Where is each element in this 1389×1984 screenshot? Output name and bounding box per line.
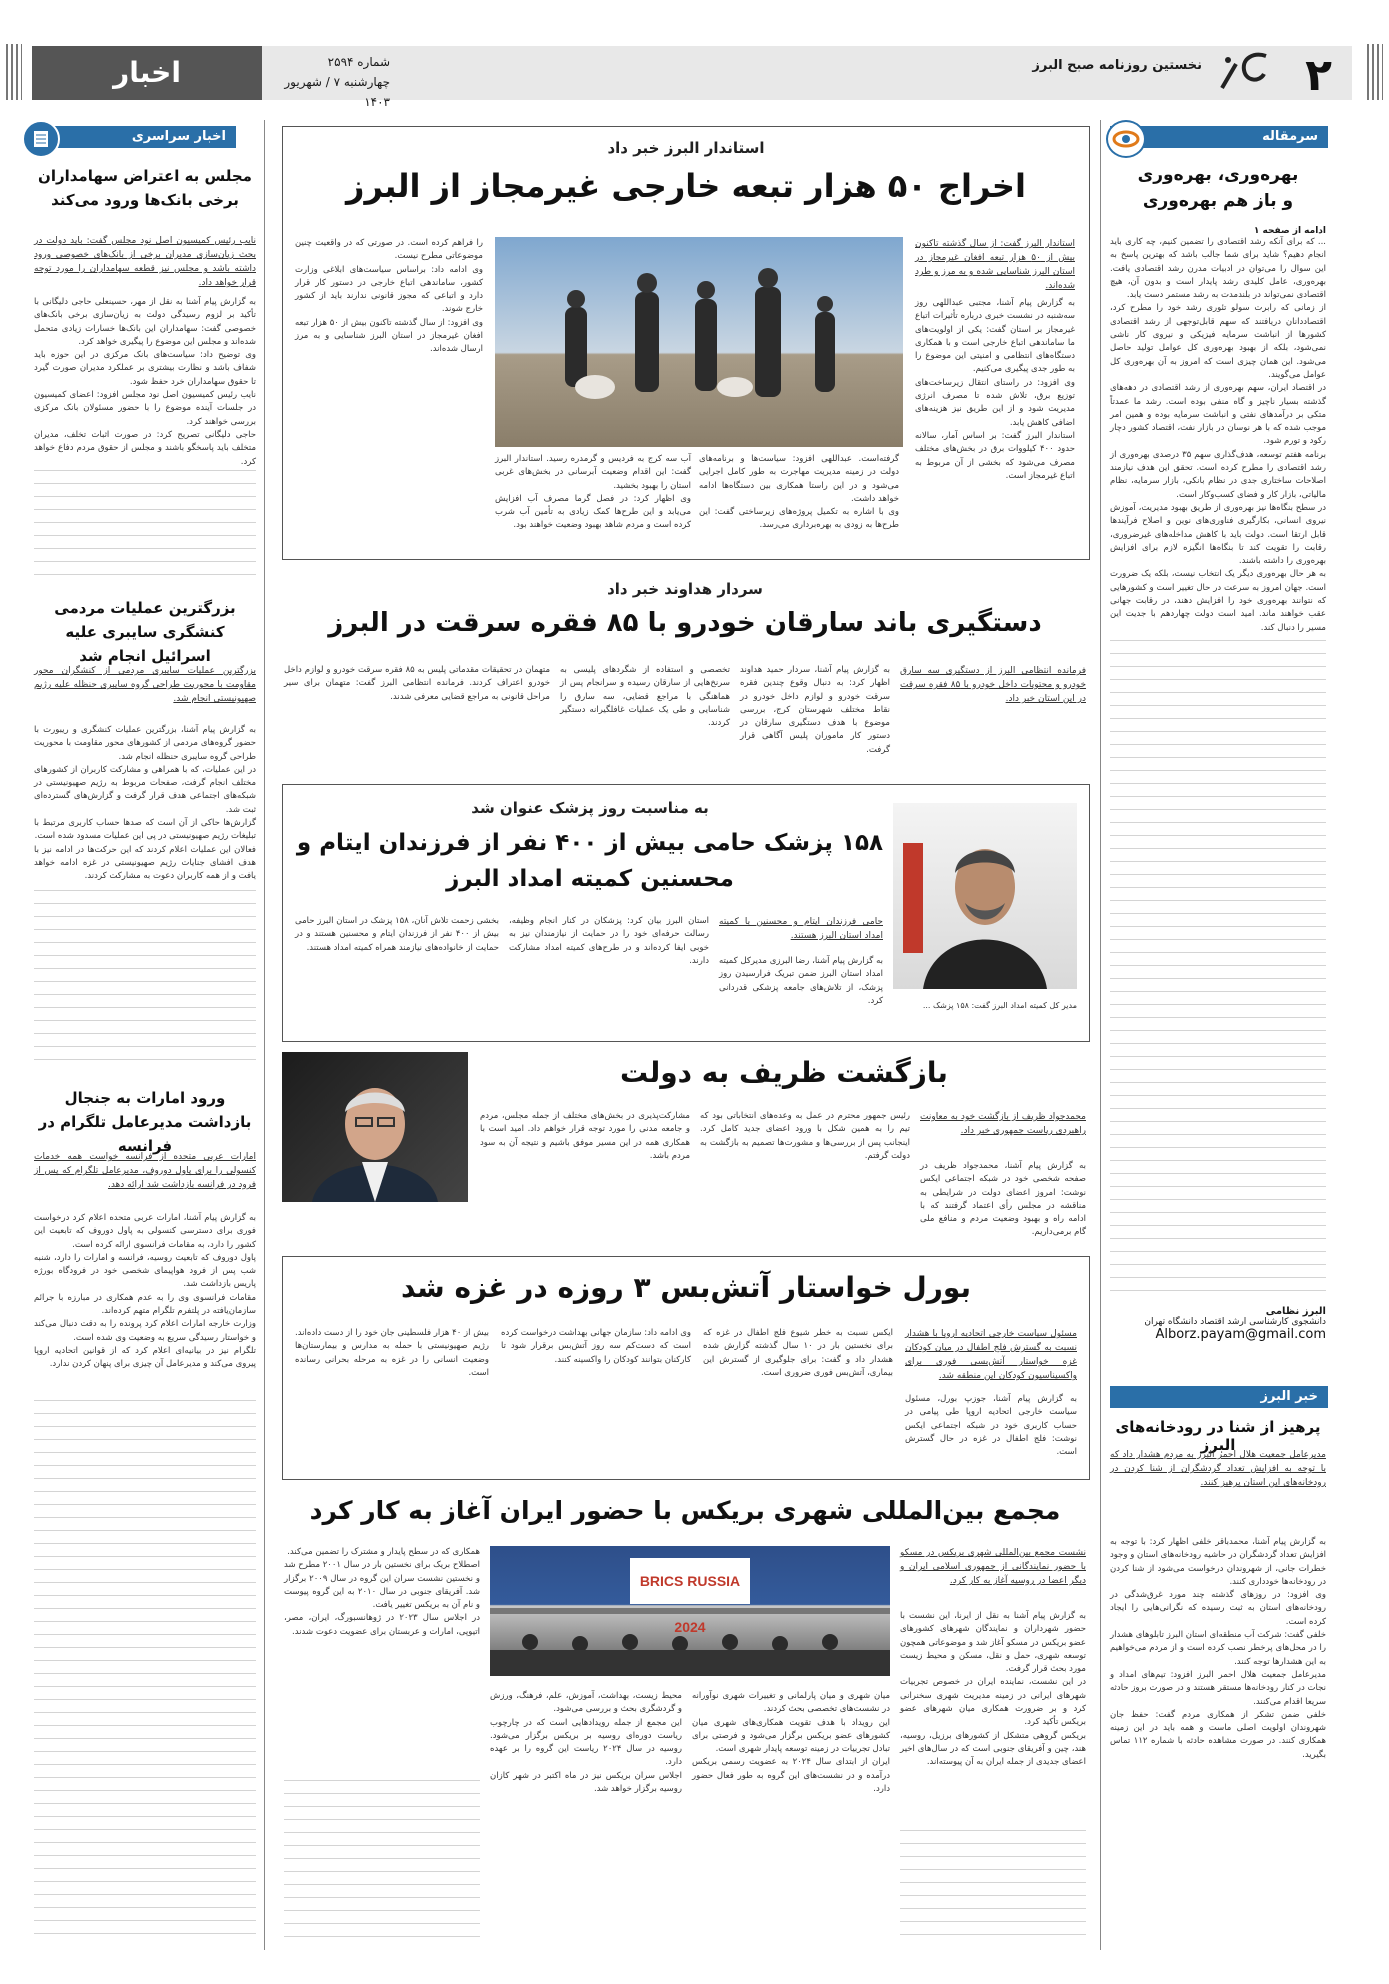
masthead-tagline: نخستین روزنامه صبح البرز	[1032, 58, 1202, 73]
story3-col2: استان البرز بیان کرد: پزشکان در کنار انجام وظیفه، رسالت حرفه‌ای خود را در حمایت از نیازمندان نیز به خوبی ایفا کرده‌اند و در طرح‌های کمیته امداد مشارکت دارند.	[506, 916, 709, 966]
story4-photo	[282, 1052, 468, 1202]
alborz-news-summary: مدیرعامل جمعیت هلال احمر البرز به مردم هشدار داد که با توجه به افزایش تعداد گردشگران از شنا کردن در رودخانه‌های این استان پرهیز کنند.	[1110, 1450, 1326, 1488]
story3-title-line1: ۱۵۸ پزشک حامی بیش از ۴۰۰ نفر از فرزندان ایتام و	[296, 830, 884, 856]
issue-info	[280, 52, 390, 112]
story4-title: بازگشت ظریف به دولت	[620, 1056, 948, 1089]
section-title: اخبار	[32, 46, 262, 100]
story3-title	[295, 825, 885, 897]
editorial-email[interactable]: Alborz.payam@gmail.com	[1155, 1327, 1326, 1342]
story3-caption: مدیر کل کمیته امداد البرز گفت: ۱۵۸ پزشک ...	[922, 1001, 1077, 1010]
roundup-item1-body: به گزارش پیام آشنا به نقل از مهر، حسینعلی حاجی دلیگانی با تأکید بر لزوم رسیدگی دولت به زیان‌سازی برخی بانک‌های خصوصی گفت: سهامداران این بانک‌ها خسارات زیادی متحمل شده‌اند و مجلس این موضوع را پیگیری خواهد کرد. وی توضیح داد: سیاست‌های بانک مرکزی در این حوزه باید شفاف باشد و نظارت بیشتری بر عملکرد مدیران صورت گیرد تا حقوق سهامداران خرد حفظ شود. نایب رئیس کمیسیون اصل نود مجلس افزود: اعضای کمیسیون در جلسات آینده موضوع را با حضور مسئولان بانک مرکزی بررسی خواهند کرد. حاجی دلیگانی تصریح کرد: در صورت اثبات تخلف، مدیران متخلف باید پاسخگو باشند و مجلس از حقوق مردم دفاع خواهد کرد.	[34, 297, 256, 467]
roundup-item1-continuation	[34, 470, 256, 580]
alborz-news-body: به گزارش پیام آشنا، محمدباقر خلفی اظهار کرد: با توجه به افزایش تعداد گردشگران در حاشیه رودخانه‌های استان و وجود خطرات جانی، از شهروندان درخواست می‌شود از شنا کردن در رودخانه‌ها خودداری کنند. وی افزود: در روزهای گذشته چند مورد غرق‌شدگی در رودخانه‌های استان به ثبت رسیده که نگرانی‌هایی را ایجاد کرده است. خلفی گفت: شرکت آب منطقه‌ای استان البرز تابلوهای هشدار را در محل‌های پرخطر نصب کرده است و از مردم می‌خواهیم به این هشدارها توجه کنند. مدیرعامل جمعیت هلال احمر البرز افزود: تیم‌های امداد و نجات در کنار رودخانه‌ها مستقر هستند و در صورت بروز حادثه سریعا اقدام می‌کنند. خلفی ضمن تشکر از همکاری مردم گفت: حفظ جان شهروندان اولویت اصلی ماست و همه باید در این زمینه همکاری کنند. در صورت مشاهده حادثه با شماره ۱۱۲ تماس بگیرید.	[1110, 1537, 1327, 1760]
issue-number: شماره ۲۵۹۴	[327, 55, 390, 69]
roundup-item3-summary: امارات عربی متحده از فرانسه خواست همه خدمات کنسولی را برای پاول دوروف، مدیرعامل تلگرام که پس از فرود در فرانسه بازداشت شد ارائه دهد.	[34, 1152, 256, 1190]
editorial-author-title: دانشجوی کارشناسی ارشد اقتصاد دانشگاه تهران	[1144, 1317, 1326, 1327]
editorial-continued: ادامه از صفحه ۱	[1253, 226, 1326, 236]
editorial-title	[1106, 162, 1330, 214]
story6-col4: همکاری که در سطح پایدار و مشترک را تضمین می‌کند. اصطلاح بریک برای نخستین بار در سال ۲۰۰۱ مطرح شد و نخستین نشست سران این گروه در سال ۲۰۰۹ برگزار شد. آفریقای جنوبی در سال ۲۰۱۰ به این گروه پیوست و نام آن به بریکس تغییر یافت. در اجلاس سال ۲۰۲۳ در ژوهانسبورگ، ایران، مصر، اتیوپی، امارات و عربستان برای عضویت دعوت شدند.	[284, 1547, 480, 1637]
editorial-text-continuation	[1110, 640, 1326, 1300]
newspaper-logo	[1214, 48, 1274, 96]
story3-col3: بخشی زحمت تلاش آنان، ۱۵۸ پزشک در استان البرز حامی بیش از ۴۰۰ نفر از فرزندان ایتام و محسنین هستند و در حمایت از خانواده‌های نیازمند همراه کمیته امداد هستند.	[292, 916, 499, 953]
story5-col4: بیش از ۴۰ هزار فلسطینی جان خود را از دست داده‌اند. رژیم صهیونیستی با حمله به مدارس و بیمارستان‌ها وضعیت انسانی را در غزه به مرحله بحرانی رسانده است.	[292, 1328, 489, 1378]
editorial-title-line1: بهره‌وری، بهره‌وری	[1137, 165, 1299, 185]
story2-title: دستگیری باند سارقان خودرو با ۸۵ فقره سرقت در البرز	[328, 608, 1042, 638]
roundup-item3-continuation	[34, 1400, 256, 1940]
story5-title: بورل خواستار آتش‌بس ۳ روزه در غزه شد	[401, 1271, 971, 1304]
story1-summary: استاندار البرز گفت: از سال گذشته تاکنون بیش از ۵۰ هزار تبعه افغان غیرمجاز در استان البرز شناسایی شده و به مرز و طرد شده‌اند.	[915, 239, 1075, 291]
story3-portrait	[893, 803, 1077, 989]
story4-col2: رئیس جمهور محترم در عمل به وعده‌های انتخاباتی بود که تیم را به همین شکل با ورود اعضای جدید کامل کرد. اینجانب پس از بررسی‌ها و مشورت‌ها تصمیم به بازگشت به دولت گرفتم.	[697, 1111, 910, 1161]
alborz-news-bar-label: خبر البرز	[1260, 1389, 1318, 1404]
story2-summary: فرمانده انتظامی البرز از دستگیری سه سارق خودرو و محتویات داخل خودرو با ۸۵ فقره سرقت در این استان خبر داد.	[900, 666, 1087, 704]
story3-kicker: به مناسبت روز پزشک عنوان شد	[471, 799, 709, 817]
story6-title: مجمع بین‌المللی شهری بریکس با حضور ایران آغاز به کار کرد	[309, 1496, 1061, 1525]
column-divider-left	[264, 120, 265, 1950]
alborz-news-title: پرهیز از شنا در رودخانه‌های البرز	[1115, 1418, 1321, 1454]
editorial-title-line2: و باز هم بهره‌وری	[1142, 191, 1294, 211]
masthead-bar	[32, 46, 1352, 109]
story2-col1: به گزارش پیام آشنا، سردار حمید هداوند اظهار کرد: به دنبال وقوع چندین فقره سرقت خودرو و لوازم داخل خودرو در نقاط مختلف شهرستان کرج، بررسی موضوع با هدف دستگیری سارقان در دستور کار ماموران پلیس آگاهی قرار گرفت.	[737, 665, 890, 755]
story3-col1: به گزارش پیام آشنا، رضا البرزی مدیرکل کمیته امداد استان البرز ضمن تبریک فرارسیدن روز پزشک، از تلاش‌های جامعه پزشکی قدردانی کرد.	[716, 956, 883, 1006]
column-divider-right	[1100, 120, 1101, 1950]
story-doctors	[282, 784, 1090, 1042]
story5-col1: به گزارش پیام آشنا، جوزپ بورل، مسئول سیاست خارجی اتحادیه اروپا طی پیامی در حساب کاربری خود در شبکه اجتماعی ایکس نوشت: فلج اطفال در غزه در حال گسترش است.	[902, 1394, 1077, 1458]
story1-photo	[495, 237, 903, 447]
roundup-item1-title: مجلس به اعتراض سهامداران برخی بانک‌ها ورود می‌کند	[38, 167, 252, 209]
story6-col1: به گزارش پیام آشنا به نقل از ایرنا، این نشست با حضور شهرداران و نمایندگان شهرهای کشورهای عضو بریکس در مسکو آغاز شد و موضوعاتی همچون توسعه شهری، حمل و نقل، مسکن و محیط زیست مورد بحث قرار گرفت. در این نشست، نماینده ایران در خصوص تجربیات شهرهای ایرانی در زمینه مدیریت شهری سخنرانی کرد و بر ضرورت همکاری میان شهرهای عضو بریکس تأکید کرد. بریکس گروهی متشکل از کشورهای برزیل، روسیه، هند، چین و آفریقای جنوبی است که در سال‌های اخیر اعضای جدیدی از جمله ایران به آن پیوسته‌اند.	[900, 1611, 1086, 1768]
roundup-item3-title: ورود امارات به جنجال بازداشت مدیرعامل تلگرام در فرانسه	[38, 1089, 252, 1155]
story4-col1: به گزارش پیام آشنا، محمدجواد ظریف در صفحه شخصی خود در شبکه اجتماعی ایکس نوشت: امروز اعضای دولت در شرایطی به مناقشه در مجلس رأی اعتماد گرفتند که با ادامه راه و بهبود وضعیت مردم و منافع ملی گام برمی‌داریم.	[917, 1161, 1086, 1238]
story1-col4: را فراهم کرده است. در صورتی که در واقعیت چنین موضوعاتی مطرح نیست. وی ادامه داد: براساس سیاست‌های ابلاغی وزارت کشور، ساماندهی اتباع خارجی در دستور کار قرار دارد و اتباعی که مجوز قانونی ندارند باید از کشور خارج شوند. وی افزود: از سال گذشته تاکنون بیش از ۵۰ هزار تبعه افغان غیرمجاز در استان البرز شناسایی و به مرز ارسال شده‌اند.	[295, 238, 484, 355]
story3-summary: حامی فرزندان ایتام و محسنین با کمیته امداد استان البرز هستند.	[719, 917, 883, 941]
story5-col3: وی ادامه داد: سازمان جهانی بهداشت درخواست کرده است که دست‌کم سه روز آتش‌بس برقرار شود تا کارکنان بتوانند کودکان را واکسینه کنند.	[498, 1328, 691, 1365]
story6-photo	[490, 1546, 890, 1676]
story-borrell	[282, 1256, 1090, 1480]
story5-col2: ایکس نسبت به خطر شیوع فلج اطفال در غزه که برای نخستین بار در ۱۰ سال گذشته گزارش شده هشدار داد و گفت: برای جلوگیری از گسترش این بیماری، آتش‌بس فوری ضروری است.	[700, 1328, 893, 1378]
news-list-icon	[22, 120, 60, 158]
masthead-stripes-right	[1367, 44, 1383, 100]
roundup-bar	[36, 126, 236, 148]
story1-kicker: استاندار البرز خبر داد	[607, 139, 765, 157]
issue-date: چهارشنبه ۷ / شهریور ۱۴۰۳	[284, 75, 390, 109]
roundup-item1-summary: نایب رئیس کمیسیون اصل نود مجلس گفت: باید دولت در بحث زیان‌سازی مدیران برخی از بانک‌های خصوصی ورود داشته باشد و مجلس نیز قطعه سهامداران را مورد توجه قرار خواهد داد.	[34, 236, 256, 288]
story2-col3: متهمان در تحقیقات مقدماتی پلیس به ۸۵ فقره سرقت خودرو و لوازم داخل خودرو اعتراف کردند. فرمانده انتظامی البرز گفت: متهمان برای سیر مراحل قانونی به مراجع قضایی معرفی شدند.	[281, 665, 550, 702]
story6-col4-continuation	[284, 1780, 480, 1940]
editorial-body: ... که برای آنکه رشد اقتصادی را تضمین کنیم، چه کاری باید انجام دهیم؟ شاید برای شما جالب باشد که بهترین پاسخ به این سوال را می‌توان در ادبیات مدرن رشد اقتصادی یافت. بهره‌وری، عامل کلیدی رشد پایدار است و بدون آن، هیچ اقتصادی نمی‌تواند در بلندمدت به رشد مستمر دست یابد. از زمانی که رابرت سولو تئوری رشد خود را مطرح کرد، اقتصاددانان دریافتند که سهم قابل‌توجهی از رشد اقتصادی کشورها از انباشت سرمایه فیزیکی و نیروی کار ناشی نمی‌شود، بلکه از بهبود بهره‌وری کل عوامل تولید حاصل می‌شود. این همان چیزی است که امروز به آن بهره‌وری کل عوامل می‌گویند. در اقتصاد ایران، سهم بهره‌وری از رشد اقتصادی در دهه‌های گذشته بسیار ناچیز و گاه منفی بوده است. رشد ما عمدتاً متکی بر درآمدهای نفتی و انباشت سرمایه بوده و همین امر موجب شده که با هر نوسان در بازار نفت، اقتصاد کشور دچار رکود و تورم شود. برنامه هفتم توسعه، هدف‌گذاری سهم ۳۵ درصدی بهره‌وری از رشد اقتصادی را مطرح کرده است. تحقق این هدف نیازمند اصلاحات ساختاری جدی در نظام بانکی، بازار سرمایه، نظام مالیاتی، بازار کار و فضای کسب‌وکار است. در سطح بنگاه‌ها نیز بهره‌وری از طریق بهبود مدیریت، آموزش نیروی انسانی، بکارگیری فناوری‌های نوین و اصلاح فرآیندها قابل ارتقا است. دولت باید با کاهش مداخله‌های غیرضروری، رقابت را تقویت کند تا بنگاه‌ها انگیزه لازم برای افزایش بهره‌وری را داشته باشند. به هر حال بهره‌وری دیگر یک انتخاب نیست، بلکه یک ضرورت است. جهان امروز به سرعت در حال تغییر است و کشورهایی که نتوانند بهره‌وری خود را افزایش دهند، در رقابت جهانی عقب خواهند ماند. امید است دولت چهاردهم با جدیت این مسیر را دنبال کند.	[1110, 237, 1327, 633]
story2-col2: تخصصی و استفاده از شگردهای پلیسی به سرنخ‌هایی از سارقان رسیده و سرانجام پس از هماهنگی با مراجع قضایی، سه سارق را شناسایی و طی یک عملیات غافلگیرانه دستگیر کردند.	[557, 665, 730, 729]
story1-col3: آب سه کرج به فردیس و گرمدره رسید. استاندار البرز گفت: این اقدام وضعیت آبرسانی در بخش‌های غربی استان را بهبود بخشید. وی اظهار کرد: در فصل گرما مصرف آب افزایش می‌یابد و این طرح‌ها کمک زیادی به تأمین آب شرب کرده است و مردم شاهد بهبود وضعیت خواهند بود.	[495, 454, 691, 531]
story6-summary: نشست مجمع بین‌المللی شهری بریکس در مسکو با حضور نمایندگانی از جمهوری اسلامی ایران و دیگر اعضا در روسیه آغاز به کار کرد.	[900, 1548, 1086, 1586]
editorial-signature	[1110, 1306, 1326, 1342]
roundup-item2-body: به گزارش پیام آشنا، بزرگترین عملیات کنشگری و ریبورت با حضور گروه‌های مردمی از کشورهای محور مقاومت با محوریت طراحی گروه سایبری حنظله انجام شد. در این عملیات، که با همراهی و مشارکت کاربران از کشورهای مختلف انجام گرفت، صفحات مربوط به رژیم صهیونیستی در شبکه‌های اجتماعی هدف قرار گرفت و گزارش‌های گسترده‌ای ثبت شد. گزارش‌ها حاکی از آن است که صدها حساب کاربری مرتبط با تبلیغات رژیم صهیونیستی در پی این عملیات مسدود شده است. فعالان این عملیات اعلام کردند که این حرکت‌ها در ادامه نیز با هدف افشای جنایات رژیم صهیونیستی در غزه ادامه خواهد یافت و از همه کاربران دعوت به مشارکت کردند.	[34, 725, 257, 882]
alborz-news-bar	[1110, 1386, 1328, 1408]
story2-kicker: سردار هداوند خبر داد	[607, 580, 763, 598]
roundup-bar-label: اخبار سراسری	[131, 129, 226, 144]
masthead-stripes-left	[6, 44, 22, 100]
story-expulsion	[282, 126, 1090, 560]
roundup-item2-title: بزرگترین عملیات مردمی کنشگری سایبری علیه اسرائیل انجام شد	[54, 599, 236, 665]
story4-summary: محمدجواد ظریف از بازگشت خود به معاونت راهبردی ریاست جمهوری خبر داد.	[920, 1112, 1086, 1136]
editorial-author: البرز نظامی	[1265, 1306, 1326, 1317]
editorial-body-wrap	[1110, 226, 1326, 635]
roundup-item3-body: به گزارش پیام آشنا، امارات عربی متحده اعلام کرد درخواست فوری برای دسترسی کنسولی به پاول دوروف که تابعیت این کشور را دارد، به مقامات فرانسوی ارائه کرده است. پاول دوروف که تابعیت روسیه، فرانسه و امارات را دارد، شنبه شب پس از فرود هواپیمای شخصی خود در فرودگاه بورژه پاریس بازداشت شد. مقامات فرانسوی وی را به عدم همکاری در مبارزه با جرائم سازمان‌یافته در پلتفرم تلگرام متهم کرده‌اند. وزارت خارجه امارات اعلام کرد پرونده را به دقت دنبال می‌کند و خواستار رسیدگی سریع به وضعیت وی شده است. تلگرام نیز در بیانیه‌ای اعلام کرد که از قوانین اتحادیه اروپا پیروی می‌کند و مدیرعامل آن چیزی برای پنهان کردن ندارد.	[34, 1213, 257, 1370]
roundup-item2-continuation	[34, 890, 256, 1070]
story1-title: اخراج ۵۰ هزار تبعه خارجی غیرمجاز از البرز	[346, 167, 1026, 205]
story6-col2: میان شهری و میان پارلمانی و تغییرات شهری نوآورانه در نشست‌های تخصصی بحث کردند. این رویداد با هدف تقویت همکاری‌های شهری میان کشورهای عضو بریکس برگزار می‌شود و فرصتی برای تبادل تجربیات در زمینه توسعه پایدار شهری است. ایران از ابتدای سال ۲۰۲۴ به عضویت رسمی بریکس درآمده و در نشست‌های این گروه به طور فعال حضور دارد.	[692, 1691, 891, 1795]
roundup-item2-summary: بزرگترین عملیات سایبری مردمی از کنشگران محور مقاومت با محوریت طراحی گروه سایبری حنظله علیه رژیم صهیونیستی انجام شد.	[34, 666, 256, 704]
story1-col2: گرفته‌است. عبداللهی افزود: سیاست‌ها و برنامه‌های دولت در زمینه مدیریت مهاجرت به طور کامل اجرایی می‌شود و در این راستا همکاری بین دستگاه‌ها ادامه خواهد داشت. وی با اشاره به تکمیل پروژه‌های زیرساختی گفت: این طرح‌ها به زودی به بهره‌برداری می‌رسد.	[699, 454, 899, 531]
story6-col1-continuation	[900, 1830, 1086, 1940]
story4-col3: مشارکت‌پذیری در بخش‌های مختلف از جمله مجلس، مردم و جامعه مدنی را مورد توجه قرار خواهم داد. امید است با همکاری همه در این مسیر موفق باشیم و نتیجه آن به سود مردم باشد.	[477, 1111, 690, 1161]
story3-title-line2: محسنین کمیته امداد البرز	[446, 866, 734, 892]
eye-icon	[1106, 120, 1146, 158]
editorial-bar-label: سرمقاله	[1262, 129, 1318, 144]
story6-col3: محیط زیست، بهداشت، آموزش، علم، فرهنگ، ورزش و گردشگری بحث و بررسی می‌شود. این مجمع از جمله رویدادهایی است که در چارچوب ریاست دوره‌ای روسیه بر بریکس برگزار می‌شود. روسیه در سال ۲۰۲۴ ریاست این گروه را بر عهده دارد. اجلاس سران بریکس نیز در ماه اکتبر در شهر کازان روسیه برگزار خواهد شد.	[490, 1691, 682, 1795]
story5-summary: مسئول سیاست خارجی اتحادیه اروپا با هشدار نسبت به گسترش فلج اطفال در میان کودکان غزه خواستار آتش‌بسی فوری برای واکسیناسیون کودکان این منطقه شد.	[905, 1329, 1077, 1381]
page-number: ۲	[1305, 50, 1332, 101]
story6-photo-label: BRICS RUSSIA 2024	[630, 1558, 750, 1604]
story1-col1: به گزارش پیام آشنا، مجتبی عبداللهی روز سه‌شنبه در نشست خبری درباره تأثیرات اتباع غیرمجاز بر استان گفت: یکی از اولویت‌های ما ساماندهی اتباع خارجی است و با همکاری دستگاه‌های انتظامی و امنیتی این موضوع را به طور جدی پیگیری می‌کنیم. وی افزود: در راستای انتقال زیرساخت‌های توزیع برق، تلاش شده تا مصرف انرژی مدیریت شود و از این طریق نیز هزینه‌های اضافی کاهش یابد. استاندار البرز گفت: بر اساس آمار، سالانه حدود ۴۰۰ کیلووات برق در بخش‌های مختلف مصرف می‌شود که بخشی از آن مربوط به اتباع غیرمجاز است.	[915, 298, 1075, 481]
